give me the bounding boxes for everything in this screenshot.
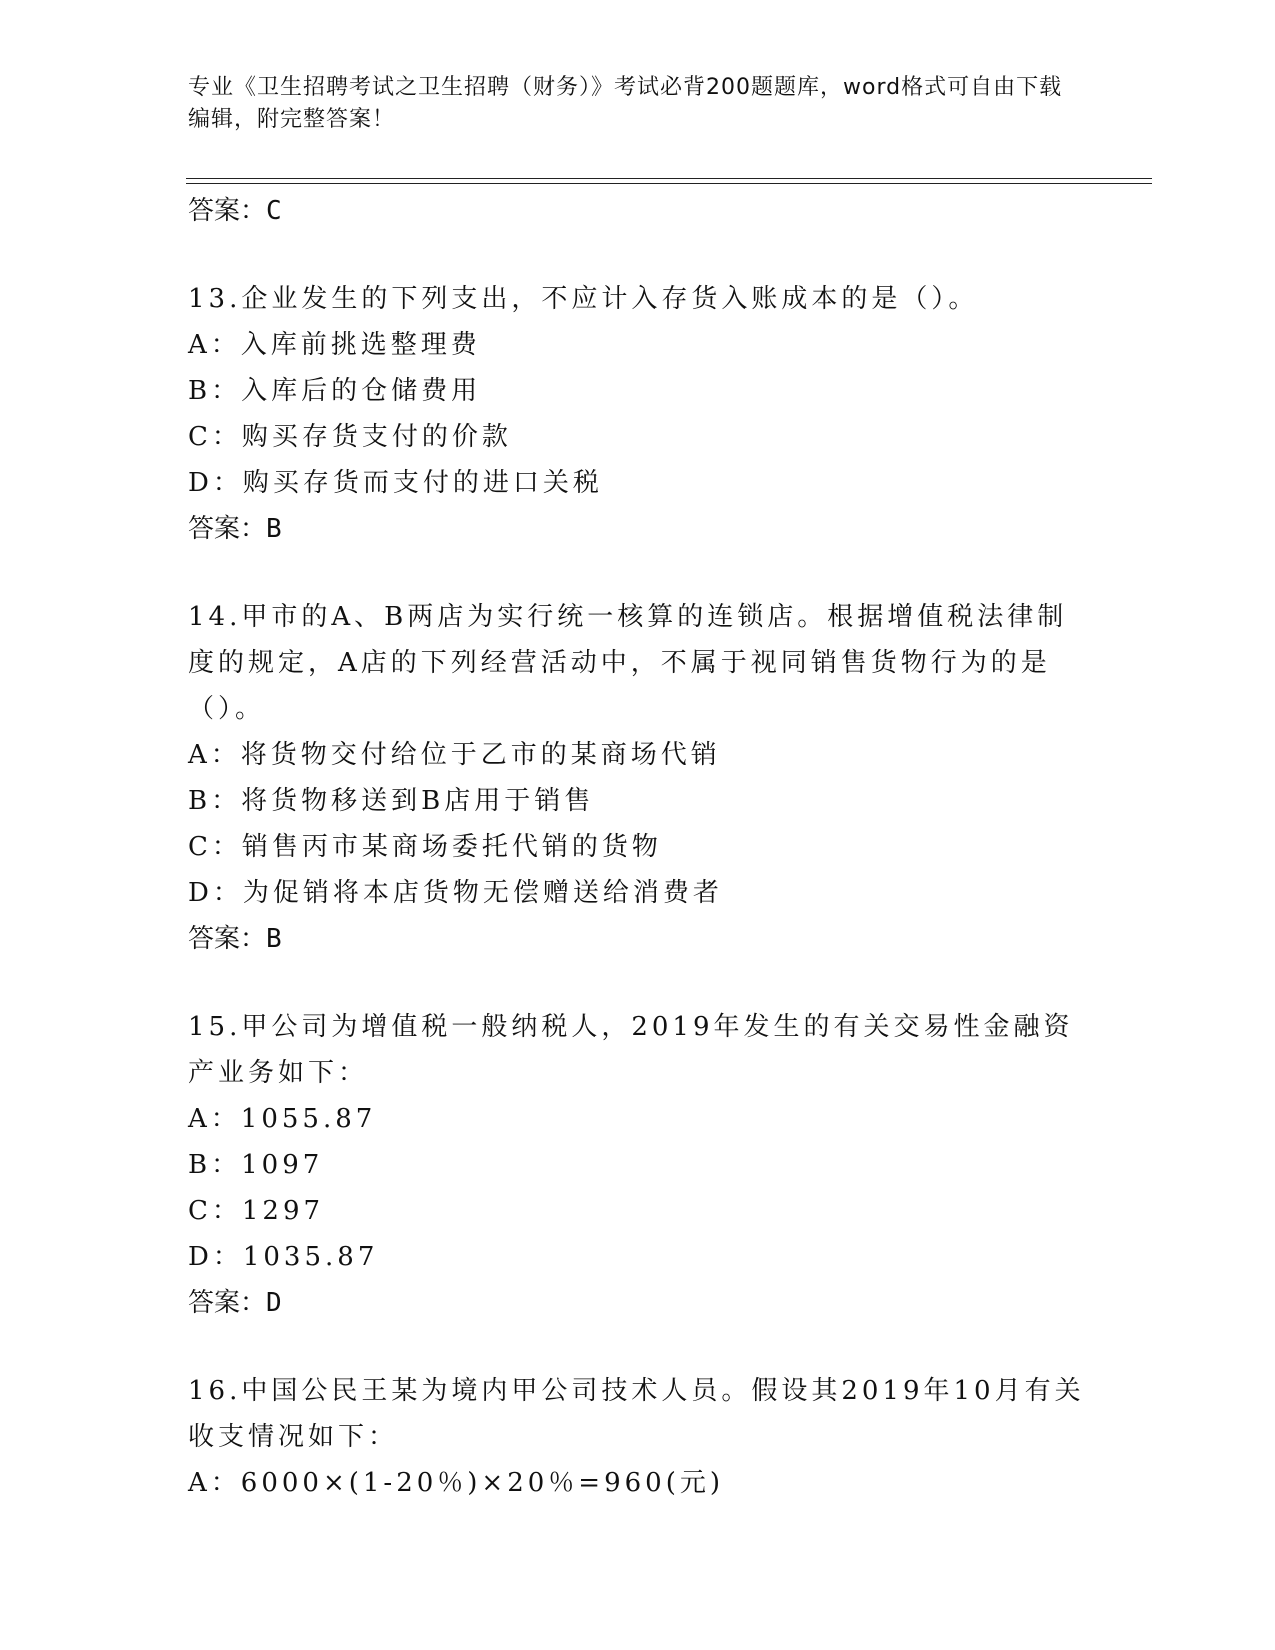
question-option: D：1035.87 — [188, 1242, 379, 1272]
answer-value: B — [266, 514, 282, 544]
answer-label: 答案： — [188, 514, 267, 544]
answer-line — [188, 188, 1088, 234]
answer-label: 答案： — [188, 196, 267, 226]
question-spacer — [188, 552, 1088, 594]
question-option: C：1297 — [188, 1196, 325, 1226]
question-spacer — [188, 234, 1088, 276]
answer-value: C — [266, 196, 282, 226]
answer-label: 答案： — [188, 924, 267, 954]
question-option: B：将货物移送到B店用于销售 — [188, 786, 595, 816]
answer-value: D — [266, 1288, 282, 1318]
document-header: 专业《卫生招聘考试之卫生招聘（财务）》考试必背200题题库，word格式可自由下载编辑，附完整答案！ — [188, 75, 1063, 132]
question-stem: 16.中国公民王某为境内甲公司技术人员。假设其2019年10月有关收支情况如下： — [188, 1376, 1085, 1452]
question-list — [188, 188, 1088, 1506]
answer-value: B — [266, 924, 282, 954]
question-option: C：购买存货支付的价款 — [188, 422, 512, 452]
questions-container — [188, 234, 1088, 1506]
answer-line — [188, 916, 1088, 962]
question-option: D：为促销将本店货物无偿赠送给消费者 — [188, 878, 723, 908]
question-option: A：1055.87 — [188, 1104, 377, 1134]
question-spacer — [188, 962, 1088, 1004]
question-option: A：将货物交付给位于乙市的某商场代销 — [188, 740, 721, 770]
answer-label: 答案： — [188, 1288, 267, 1318]
question-option: C：销售丙市某商场委托代销的货物 — [188, 832, 662, 862]
question-stem: 14.甲市的A、B两店为实行统一核算的连锁店。根据增值税法律制度的规定，A店的下列经营活动中，不属于视同销售货物行为的是（）。 — [188, 602, 1068, 724]
header-divider-bottom — [186, 183, 1152, 184]
question-option: A：入库前挑选整理费 — [188, 330, 481, 360]
question-option: B：1097 — [188, 1150, 324, 1180]
answer-line — [188, 1280, 1088, 1326]
question-spacer — [188, 1326, 1088, 1368]
question-option: A：6000×(1-20％)×20％=960(元) — [188, 1468, 724, 1498]
header-divider-top — [186, 178, 1152, 179]
question-option: D：购买存货而支付的进口关税 — [188, 468, 603, 498]
answer-line — [188, 506, 1088, 552]
question-stem: 13.企业发生的下列支出，不应计入存货入账成本的是（）。 — [188, 284, 979, 314]
question-stem: 15.甲公司为增值税一般纳税人，2019年发生的有关交易性金融资产业务如下： — [188, 1012, 1074, 1088]
question-option: B：入库后的仓储费用 — [188, 376, 482, 406]
